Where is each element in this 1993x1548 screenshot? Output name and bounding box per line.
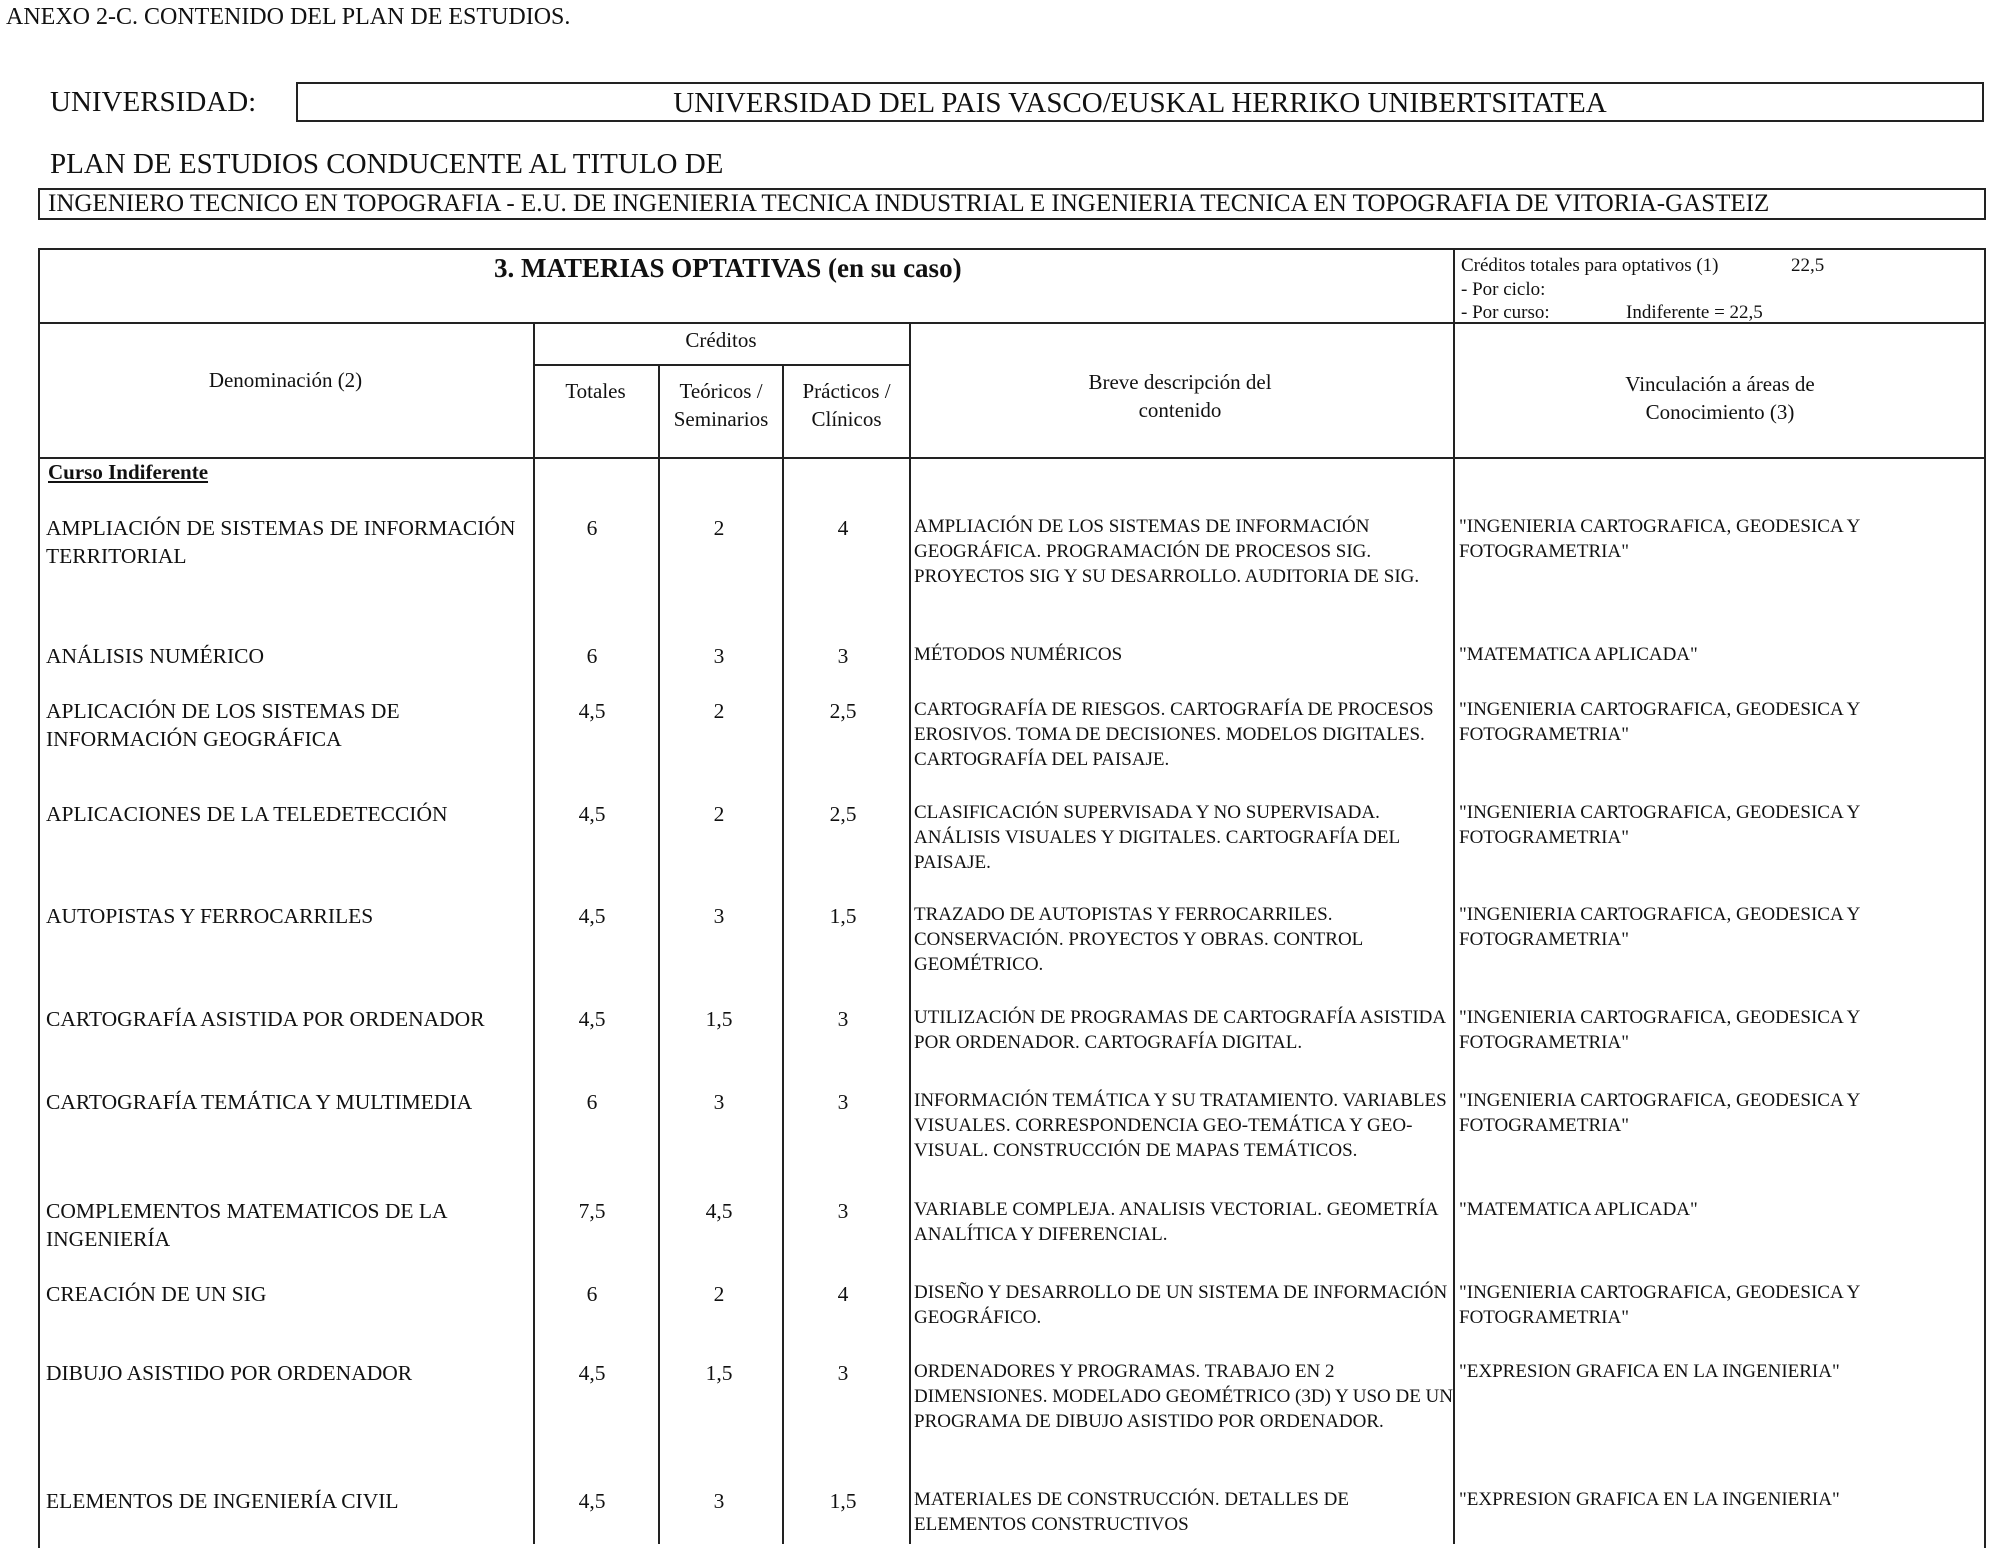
- row-totales: 6: [586, 516, 598, 540]
- row-practicos: 1,5: [829, 904, 857, 928]
- row-descripcion: CARTOGRAFÍA DE RIESGOS. CARTOGRAFÍA DE PROCESOS EROSIVOS. TOMA DE DECISIONES. MODELOS DIGITALES. CARTOGRAFÍA DEL PAISAJE.: [914, 699, 1434, 770]
- row-practicos: 3: [837, 1361, 849, 1385]
- row-area: "INGENIERIA CARTOGRAFICA, GEODESICA Y FOTOGRAMETRIA": [1459, 699, 1860, 745]
- header-vinculacion: Vinculación a áreas de Conocimiento (3): [1625, 372, 1815, 424]
- row-totales: 7,5: [578, 1199, 606, 1223]
- row-descripcion: AMPLIACIÓN DE LOS SISTEMAS DE INFORMACIÓN GEOGRÁFICA. PROGRAMACIÓN DE PROCESOS SIG. PROYECTOS SIG Y SU DESARROLLO. AUDITORIA DE SIG.: [914, 516, 1420, 587]
- row-teoricos: 3: [713, 644, 725, 668]
- row-descripcion: INFORMACIÓN TEMÁTICA Y SU TRATAMIENTO. VARIABLES VISUALES. CORRESPONDENCIA GEO-TEMÁTICA Y GEO-VISUAL. CONSTRUCCIÓN DE MAPAS TEMÁTICOS.: [914, 1090, 1447, 1161]
- row-totales: 4,5: [578, 699, 606, 723]
- row-totales: 4,5: [578, 904, 606, 928]
- row-area: "INGENIERIA CARTOGRAFICA, GEODESICA Y FOTOGRAMETRIA": [1459, 904, 1860, 950]
- row-teoricos: 3: [713, 1090, 725, 1114]
- row-area: "INGENIERIA CARTOGRAFICA, GEODESICA Y FOTOGRAMETRIA": [1459, 516, 1860, 562]
- row-area: "MATEMATICA APLICADA": [1459, 1199, 1698, 1220]
- header-denominacion: Denominación (2): [208, 368, 363, 392]
- row-area: "INGENIERIA CARTOGRAFICA, GEODESICA Y FOTOGRAMETRIA": [1459, 802, 1860, 848]
- credits-ciclo-label: - Por ciclo:: [1461, 279, 1546, 300]
- header-descripcion: Breve descripción del contenido: [1088, 370, 1272, 422]
- row-descripcion: MATERIALES DE CONSTRUCCIÓN. DETALLES DE ELEMENTOS CONSTRUCTIVOS: [914, 1489, 1349, 1535]
- row-area: "EXPRESION GRAFICA EN LA INGENIERIA": [1459, 1489, 1840, 1510]
- row-teoricos: 2: [713, 1282, 725, 1306]
- rule-col-practicos: [909, 322, 911, 1544]
- row-name: CREACIÓN DE UN SIG: [46, 1282, 267, 1306]
- row-practicos: 3: [837, 1199, 849, 1223]
- row-teoricos: 2: [713, 802, 725, 826]
- row-descripcion: TRAZADO DE AUTOPISTAS Y FERROCARRILES. CONSERVACIÓN. PROYECTOS Y OBRAS. CONTROL GEOMÉTRICO.: [914, 904, 1363, 975]
- section-curso-indiferente: Curso Indiferente: [48, 460, 209, 484]
- header-creditos: Créditos: [685, 328, 757, 352]
- row-practicos: 4: [837, 516, 849, 540]
- header-practicos: Prácticos / Clínicos: [802, 379, 891, 431]
- row-practicos: 2,5: [829, 802, 857, 826]
- row-descripcion: VARIABLE COMPLEJA. ANALISIS VECTORIAL. GEOMETRÍA ANALÍTICA Y DIFERENCIAL.: [914, 1199, 1438, 1245]
- annex-title: ANEXO 2-C. CONTENIDO DEL PLAN DE ESTUDIOS.: [6, 4, 571, 30]
- credits-total: [1461, 254, 1825, 278]
- table-title: 3. MATERIAS OPTATIVAS (en su caso): [494, 253, 962, 283]
- row-descripcion: MÉTODOS NUMÉRICOS: [914, 644, 1123, 665]
- row-area: "INGENIERIA CARTOGRAFICA, GEODESICA Y FOTOGRAMETRIA": [1459, 1090, 1860, 1136]
- row-totales: 6: [586, 1282, 598, 1306]
- header-totales: Totales: [565, 379, 626, 403]
- row-teoricos: 3: [713, 904, 725, 928]
- row-teoricos: 2: [713, 699, 725, 723]
- row-totales: 4,5: [578, 1489, 606, 1513]
- row-teoricos: 3: [713, 1489, 725, 1513]
- row-descripcion: UTILIZACIÓN DE PROGRAMAS DE CARTOGRAFÍA ASISTIDA POR ORDENADOR. CARTOGRAFÍA DIGITAL.: [914, 1007, 1446, 1053]
- row-name: ELEMENTOS DE INGENIERÍA CIVIL: [46, 1489, 399, 1513]
- row-area: "MATEMATICA APLICADA": [1459, 644, 1698, 665]
- row-name: AMPLIACIÓN DE SISTEMAS DE INFORMACIÓN TERRITORIAL: [46, 516, 516, 568]
- rule-header-bottom: [38, 457, 1986, 459]
- credits-total-value: 22,5: [1791, 255, 1825, 276]
- row-name: AUTOPISTAS Y FERROCARRILES: [46, 904, 374, 928]
- row-name: APLICACIONES DE LA TELEDETECCIÓN: [46, 802, 448, 826]
- header-teoricos: Teóricos / Seminarios: [673, 379, 769, 431]
- row-area: "EXPRESION GRAFICA EN LA INGENIERIA": [1459, 1361, 1840, 1382]
- row-totales: 4,5: [578, 1007, 606, 1031]
- row-practicos: 4: [837, 1282, 849, 1306]
- row-totales: 4,5: [578, 1361, 606, 1385]
- row-teoricos: 4,5: [705, 1199, 733, 1223]
- rule-col-descripcion: [1453, 248, 1455, 1544]
- university-name-box: UNIVERSIDAD DEL PAIS VASCO/EUSKAL HERRIKO UNIBERTSITATEA: [296, 82, 1984, 122]
- row-practicos: 3: [837, 1090, 849, 1114]
- row-practicos: 1,5: [829, 1489, 857, 1513]
- row-teoricos: 1,5: [705, 1361, 733, 1385]
- row-practicos: 3: [837, 644, 849, 668]
- row-practicos: 3: [837, 1007, 849, 1031]
- row-name: CARTOGRAFÍA ASISTIDA POR ORDENADOR: [46, 1007, 485, 1031]
- row-area: "INGENIERIA CARTOGRAFICA, GEODESICA Y FOTOGRAMETRIA": [1459, 1282, 1860, 1328]
- rule-creditos-bottom: [533, 364, 910, 366]
- university-label: UNIVERSIDAD:: [50, 86, 257, 118]
- row-name: ANÁLISIS NUMÉRICO: [46, 644, 264, 668]
- row-name: APLICACIÓN DE LOS SISTEMAS DE INFORMACIÓN GEOGRÁFICA: [46, 699, 400, 751]
- row-descripcion: ORDENADORES Y PROGRAMAS. TRABAJO EN 2 DIMENSIONES. MODELADO GEOMÉTRICO (3D) Y USO DE UN PROGRAMA DE DIBUJO ASISTIDO POR ORDENADOR.: [914, 1361, 1454, 1432]
- credits-curso: [1461, 302, 1763, 324]
- row-name: COMPLEMENTOS MATEMATICOS DE LA INGENIERÍA: [46, 1199, 447, 1251]
- plan-title-box: INGENIERO TECNICO EN TOPOGRAFIA - E.U. DE INGENIERIA TECNICA INDUSTRIAL E INGENIERIA TECNICA EN TOPOGRAFIA DE VITORIA-GASTEIZ: [38, 188, 1986, 220]
- row-descripcion: DISEÑO Y DESARROLLO DE UN SISTEMA DE INFORMACIÓN GEOGRÁFICO.: [914, 1282, 1448, 1328]
- row-area: "INGENIERIA CARTOGRAFICA, GEODESICA Y FOTOGRAMETRIA": [1459, 1007, 1860, 1053]
- row-totales: 6: [586, 1090, 598, 1114]
- table-frame: [38, 248, 1986, 1548]
- credits-curso-value: Indiferente = 22,5: [1626, 302, 1763, 323]
- row-teoricos: 2: [713, 516, 725, 540]
- row-totales: 4,5: [578, 802, 606, 826]
- row-name: DIBUJO ASISTIDO POR ORDENADOR: [46, 1361, 413, 1385]
- credits-total-label: Créditos totales para optativos (1): [1461, 255, 1719, 276]
- plan-label: PLAN DE ESTUDIOS CONDUCENTE AL TITULO DE: [50, 148, 724, 180]
- row-teoricos: 1,5: [705, 1007, 733, 1031]
- row-name: CARTOGRAFÍA TEMÁTICA Y MULTIMEDIA: [46, 1090, 473, 1114]
- row-descripcion: CLASIFICACIÓN SUPERVISADA Y NO SUPERVISADA. ANÁLISIS VISUALES Y DIGITALES. CARTOGRAFÍA DEL PAISAJE.: [914, 802, 1400, 873]
- row-totales: 6: [586, 644, 598, 668]
- row-practicos: 2,5: [829, 699, 857, 723]
- credits-curso-label: - Por curso:: [1461, 302, 1550, 323]
